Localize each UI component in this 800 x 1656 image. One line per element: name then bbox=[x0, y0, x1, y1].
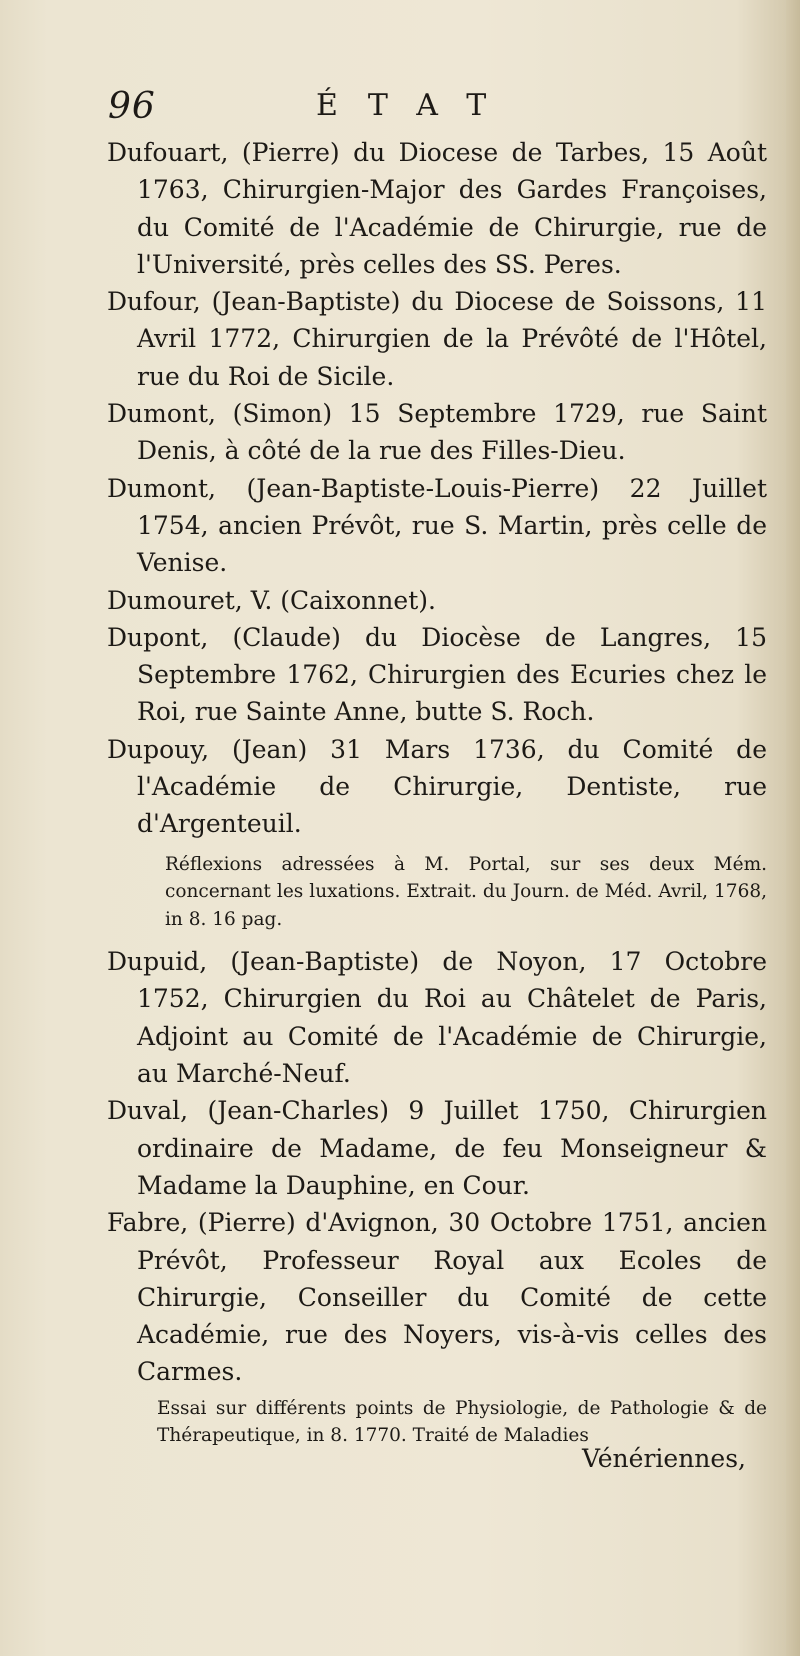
page-header bbox=[108, 86, 728, 126]
catchword: Vénériennes, bbox=[582, 1444, 746, 1473]
entry-duval: Duval, (Jean-Charles) 9 Juillet 1750, Chirurgien ordinaire de Madame, de feu Monseigneur & Madame la Dauphine, en Cour. bbox=[107, 1096, 767, 1200]
entries-list bbox=[107, 134, 767, 1460]
running-head: ÉTAT bbox=[316, 88, 517, 123]
entry-dupuid: Dupuid, (Jean-Baptiste) de Noyon, 17 Octobre 1752, Chirurgien du Roi au Châtelet de Paris, Adjoint au Comité de l'Académie de Chirurgie, au Marché-Neuf. bbox=[107, 947, 767, 1089]
note-fabre-publication: Essai sur différents points de Physiologie, de Pathologie & de Thérapeutique, in 8. 1770. Traité de Maladies bbox=[157, 1397, 767, 1447]
note-dupouy-publication: Réflexions adressées à M. Portal, sur ses deux Mém. concernant les luxations. Extrait. du Journ. de Méd. Avril, 1768, in 8. 16 pag. bbox=[165, 853, 767, 930]
page-edge bbox=[786, 0, 800, 1656]
entry-dufouart: Dufouart, (Pierre) du Diocese de Tarbes, 15 Août 1763, Chirurgien-Major des Gardes Françoises, du Comité de l'Académie de Chirurgie, rue de l'Université, près celles des SS. Peres. bbox=[107, 138, 767, 279]
entry-dumouret: Dumouret, V. (Caixonnet). bbox=[107, 585, 436, 615]
entry-dupont: Dupont, (Claude) du Diocèse de Langres, 15 Septembre 1762, Chirurgien des Ecuries chez le Roi, rue Sainte Anne, butte S. Roch. bbox=[107, 622, 767, 727]
entry-dufour: Dufour, (Jean-Baptiste) du Diocese de Soissons, 11 Avril 1772, Chirurgien de la Prévôté de l'Hôtel, rue du Roi de Sicile. bbox=[107, 287, 767, 391]
entry-dumont-jean-baptiste: Dumont, (Jean-Baptiste-Louis-Pierre) 22 Juillet 1754, ancien Prévôt, rue S. Martin, près celle de Venise. bbox=[107, 473, 767, 578]
entry-dumont-simon: Dumont, (Simon) 15 Septembre 1729, rue Saint Denis, à côté de la rue des Filles-Dieu. bbox=[107, 399, 767, 466]
page-number: 96 bbox=[108, 86, 156, 127]
entry-fabre: Fabre, (Pierre) d'Avignon, 30 Octobre 1751, ancien Prévôt, Professeur Royal aux Ecoles de Chirurgie, Conseiller du Comité de cette Académie, rue des Noyers, vis-à-vis celles des Carmes. bbox=[107, 1208, 767, 1387]
entry-dupouy: Dupouy, (Jean) 31 Mars 1736, du Comité de l'Académie de Chirurgie, Dentiste, rue d'Argenteuil. bbox=[107, 734, 767, 839]
